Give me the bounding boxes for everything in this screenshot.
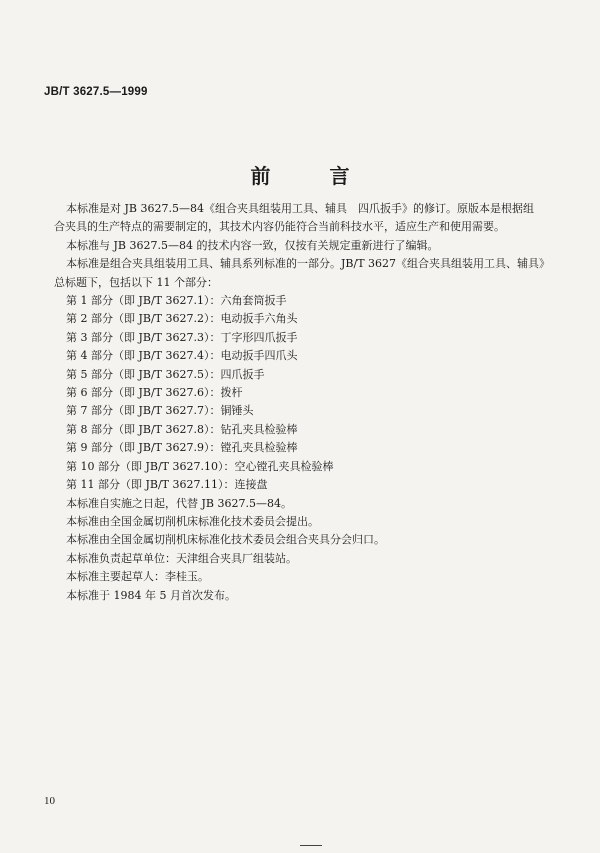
paragraph-2: 本标准与 JB 3627.5—84 的技术内容一致，仅按有关规定重新进行了编辑。	[66, 238, 439, 252]
closing-paragraph: 本标准由全国金属切削机床标准化技术委员会组合夹具分会归口。	[66, 533, 385, 547]
closing-paragraph: 本标准于 1984 年 5 月首次发布。	[66, 588, 236, 602]
closing-paragraph: 本标准负责起草单位：天津组合夹具厂组装站。	[66, 551, 297, 565]
list-item: 第 6 部分（即 JB/T 3627.6）：拨杆	[66, 386, 243, 400]
list-item: 第 1 部分（即 JB/T 3627.1）：六角套筒扳手	[66, 294, 287, 308]
list-item: 第 7 部分（即 JB/T 3627.7）：铜锤头	[66, 404, 254, 418]
closing-paragraph: 本标准自实施之日起，代替 JB 3627.5—84。	[66, 496, 292, 510]
list-item: 第 3 部分（即 JB/T 3627.3）：丁字形四爪扳手	[66, 330, 298, 344]
list-item: 第 9 部分（即 JB/T 3627.9）：镗孔夹具检验棒	[66, 441, 298, 455]
standard-code: JB/T 3627.5—1999	[44, 86, 148, 98]
page-title: 前 言	[250, 164, 376, 188]
list-item: 第 4 部分（即 JB/T 3627.4）：电动扳手四爪头	[66, 349, 298, 363]
paragraph-3-line-1: 本标准是组合夹具组装用工具、辅具系列标准的一部分。JB/T 3627《组合夹具组装用工具、辅具》	[66, 257, 551, 271]
paragraph-1-line-2: 合夹具的生产特点的需要制定的，其技术内容仍能符合当前科技水平，适应生产和使用需要。	[54, 220, 505, 234]
list-item: 第 8 部分（即 JB/T 3627.8）：钻孔夹具检验棒	[66, 422, 298, 436]
list-item: 第 10 部分（即 JB/T 3627.10）：空心镗孔夹具检验棒	[66, 459, 334, 473]
list-item: 第 2 部分（即 JB/T 3627.2）：电动扳手六角头	[66, 312, 298, 326]
closing-paragraph: 本标准由全国金属切削机床标准化技术委员会提出。	[66, 514, 319, 528]
list-item: 第 5 部分（即 JB/T 3627.5）：四爪扳手	[66, 367, 265, 381]
paragraph-3-line-2: 总标题下，包括以下 11 个部分：	[54, 275, 218, 289]
closing-paragraph: 本标准主要起草人：李桂玉。	[66, 570, 209, 584]
page-number: 10	[44, 795, 55, 807]
bottom-edge-mark	[300, 845, 322, 846]
preface-body	[54, 200, 556, 605]
list-item: 第 11 部分（即 JB/T 3627.11）：连接盘	[66, 478, 268, 492]
paragraph-1-line-1: 本标准是对 JB 3627.5—84《组合夹具组装用工具、辅具 四爪扳手》的修订。原版本是根据组	[66, 202, 534, 215]
